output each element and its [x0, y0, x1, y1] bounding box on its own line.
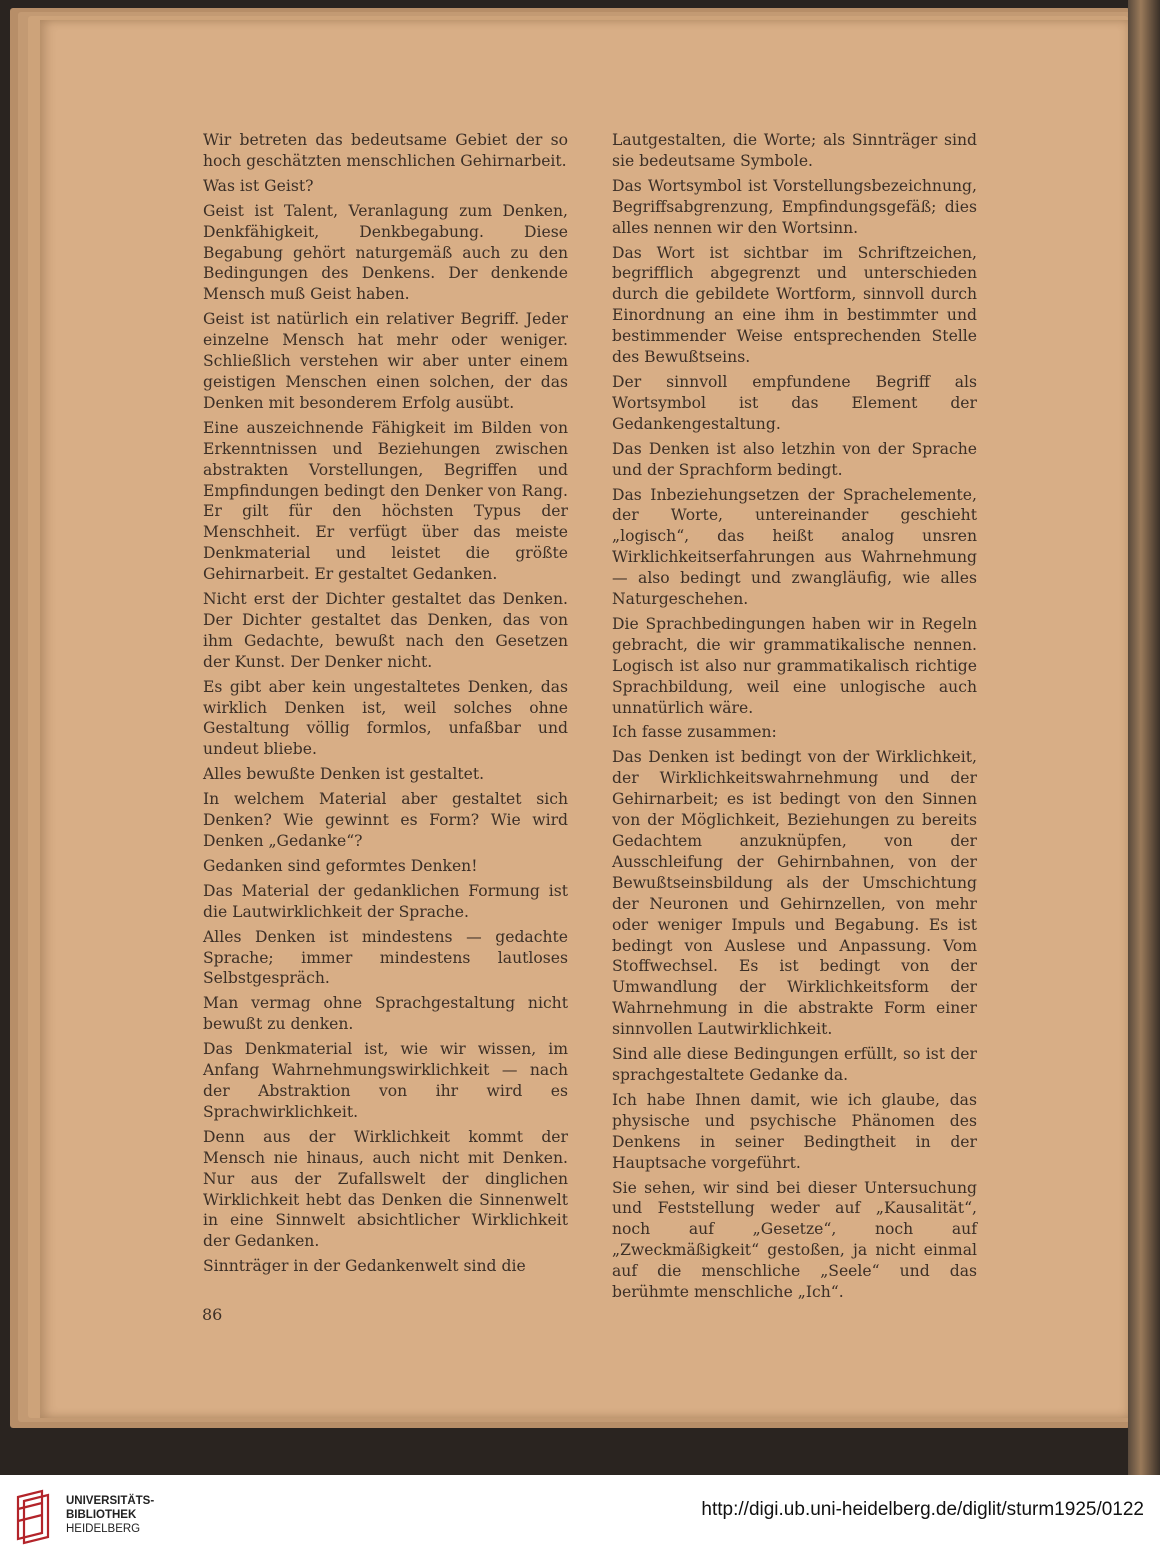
footer-bar	[0, 1475, 1160, 1558]
paragraph: Das Denken ist also letzhin von der Sprache und der Sprachform bedingt.	[612, 439, 977, 479]
library-line: BIBLIOTHEK	[66, 1509, 137, 1521]
paragraph: Ich habe Ihnen damit, wie ich glaube, das physische und psychische Phänomen des Denkens in seiner Bedingtheit in der Hauptsache vorgeführt.	[612, 1090, 977, 1172]
library-line: UNIVERSITÄTS-	[66, 1495, 155, 1507]
paragraph: Das Denken ist bedingt von der Wirklichkeit, der Wirklichkeitswahrnehmung und der Gehirnarbeit; es ist bedingt von den Sinnen von der Möglichkeit, Beziehungen zu bereits Gedachtem anzuknüpfen, von der Ausschleifung der Gehirnbahnen, von der Bewußtseinsbildung als der Umschichtung der Neuronen und Gehirnzellen, von mehr oder weniger Impuls und Begabung. Es ist bedingt von Auslese und Anpassung. Vom Stoffwechsel. Es ist bedingt von der Umwandlung der Wirklichkeitsform der Wahrnehmung in die abstrakte Form einer sinnvollen Lautwirklichkeit.	[612, 748, 977, 1039]
paragraph: Alles bewußte Denken ist gestaltet.	[203, 765, 485, 784]
paragraph: Nicht erst der Dichter gestaltet das Denken. Der Dichter gestaltet das Denken, das von ihm Gedachte, bewußt nach den Gesetzen der Kunst. Der Denker nicht.	[203, 590, 568, 671]
paragraph: Geist ist Talent, Veranlagung zum Denken, Denkfähigkeit, Denkbegabung. Diese Begabung gehört naturgemäß auch zu den Bedingungen des Denkens. Der denkende Mensch muß Geist haben.	[203, 201, 568, 304]
paragraph: Gedanken sind geformtes Denken!	[203, 856, 478, 875]
paragraph: Das Denkmaterial ist, wie wir wissen, im Anfang Wahrnehmungswirklichkeit — nach der Abstraktion von ihr wird es Sprachwirklichkeit.	[203, 1040, 568, 1121]
paragraph: Man vermag ohne Sprachgestaltung nicht bewußt zu denken.	[203, 994, 568, 1034]
library-name	[66, 1494, 154, 1536]
paragraph: Eine auszeichnende Fähigkeit im Bilden von Erkenntnissen und Beziehungen zwischen abstrakten Vorstellungen, Begriffen und Empfindungen bedingt den Denker von Rang. Er gilt für den höchsten Typus der Menschheit. Er verfügt über das meiste Denkmaterial und leistet die größte Gehirnarbeit. Er gestaltet Gedanken.	[203, 418, 568, 584]
paragraph: Die Sprachbedingungen haben wir in Regeln gebracht, die wir grammatikalische nennen. Logisch ist also nur grammatikalisch richtige Sprachbildung, weil eine unlogische auch unnatürlich wäre.	[612, 614, 977, 717]
paragraph: Das Wortsymbol ist Vorstellungsbezeichnung, Begriffsabgrenzung, Empfindungsgefäß; dies alles nennen wir den Wortsinn.	[612, 176, 977, 237]
paragraph: Sinnträger in der Gedankenwelt sind die	[203, 1257, 526, 1276]
paragraph: Sie sehen, wir sind bei dieser Untersuchung und Feststellung weder auf „Kausalität“, noch auf „Gesetze“, noch auf „Zweckmäßigkeit“ gestoßen, ja nicht einmal auf die menschliche „Seele“ und das berühmte menschliche „Ich“.	[612, 1178, 977, 1302]
permalink-url[interactable]: http://digi.ub.uni-heidelberg.de/diglit/sturm1925/0122	[701, 1499, 1144, 1520]
paragraph: Ich fasse zusammen:	[612, 723, 777, 742]
paragraph: Sind alle diese Bedingungen erfüllt, so ist der sprachgestaltete Gedanke da.	[612, 1045, 977, 1084]
library-logo-icon	[12, 1487, 58, 1547]
paragraph: Das Material der gedanklichen Formung ist die Lautwirklichkeit der Sprache.	[203, 881, 568, 921]
paragraph: Alles Denken ist mindestens — gedachte Sprache; immer mindestens lautloses Selbstgespräch.	[203, 927, 568, 988]
paragraph: Das Inbeziehungsetzen der Sprachelemente, der Worte, untereinander geschieht „logisch“, das heißt analog unsren Wirklichkeitserfahrungen aus Wahrnehmung — also bedingt und zwangläufig, wie alles Naturgeschehen.	[612, 485, 977, 609]
right-text-column	[612, 130, 977, 1307]
paragraph: Wir betreten das bedeutsame Gebiet der so hoch geschätzten menschlichen Gehirnarbeit.	[203, 131, 568, 170]
paragraph: Es gibt aber kein ungestaltetes Denken, das wirklich Denken ist, weil solches ohne Gestaltung völlig formlos, unfaßbar und undeut bliebe.	[203, 677, 568, 759]
library-line: HEIDELBERG	[66, 1523, 141, 1535]
binding-edge	[1128, 0, 1160, 1475]
paragraph: Was ist Geist?	[203, 176, 314, 195]
paragraph: Lautgestalten, die Worte; als Sinnträger sind sie bedeutsame Symbole.	[612, 131, 977, 170]
paragraph: Das Wort ist sichtbar im Schriftzeichen, begrifflich abgegrenzt und unterschieden durch die gebildete Wortform, sinnvoll durch Einordnung an eine ihm in bestimmter und bestimmender Weise entsprechenden Stelle des Bewußtseins.	[612, 243, 977, 367]
paragraph: Denn aus der Wirklichkeit kommt der Mensch nie hinaus, auch nicht mit Denken. Nur aus der Zufallswelt der dinglichen Wirklichkeit hebt das Denken die Sinnenwelt in eine Sinnwelt absichtlicher Wirklichkeit der Gedanken.	[203, 1127, 568, 1251]
paragraph: Der sinnvoll empfundene Begriff als Wortsymbol ist das Element der Gedankengestaltung.	[612, 372, 977, 433]
left-text-column	[203, 130, 568, 1281]
paragraph: Geist ist natürlich ein relativer Begriff. Jeder einzelne Mensch hat mehr oder weniger. Schließlich verstehen wir aber unter einem geistigen Menschen einen solchen, der das Denken mit besonderem Erfolg ausübt.	[203, 310, 568, 412]
paragraph: In welchem Material aber gestaltet sich Denken? Wie gewinnt es Form? Wie wird Denken „Gedanke“?	[203, 790, 568, 850]
page-number: 86	[202, 1305, 223, 1324]
